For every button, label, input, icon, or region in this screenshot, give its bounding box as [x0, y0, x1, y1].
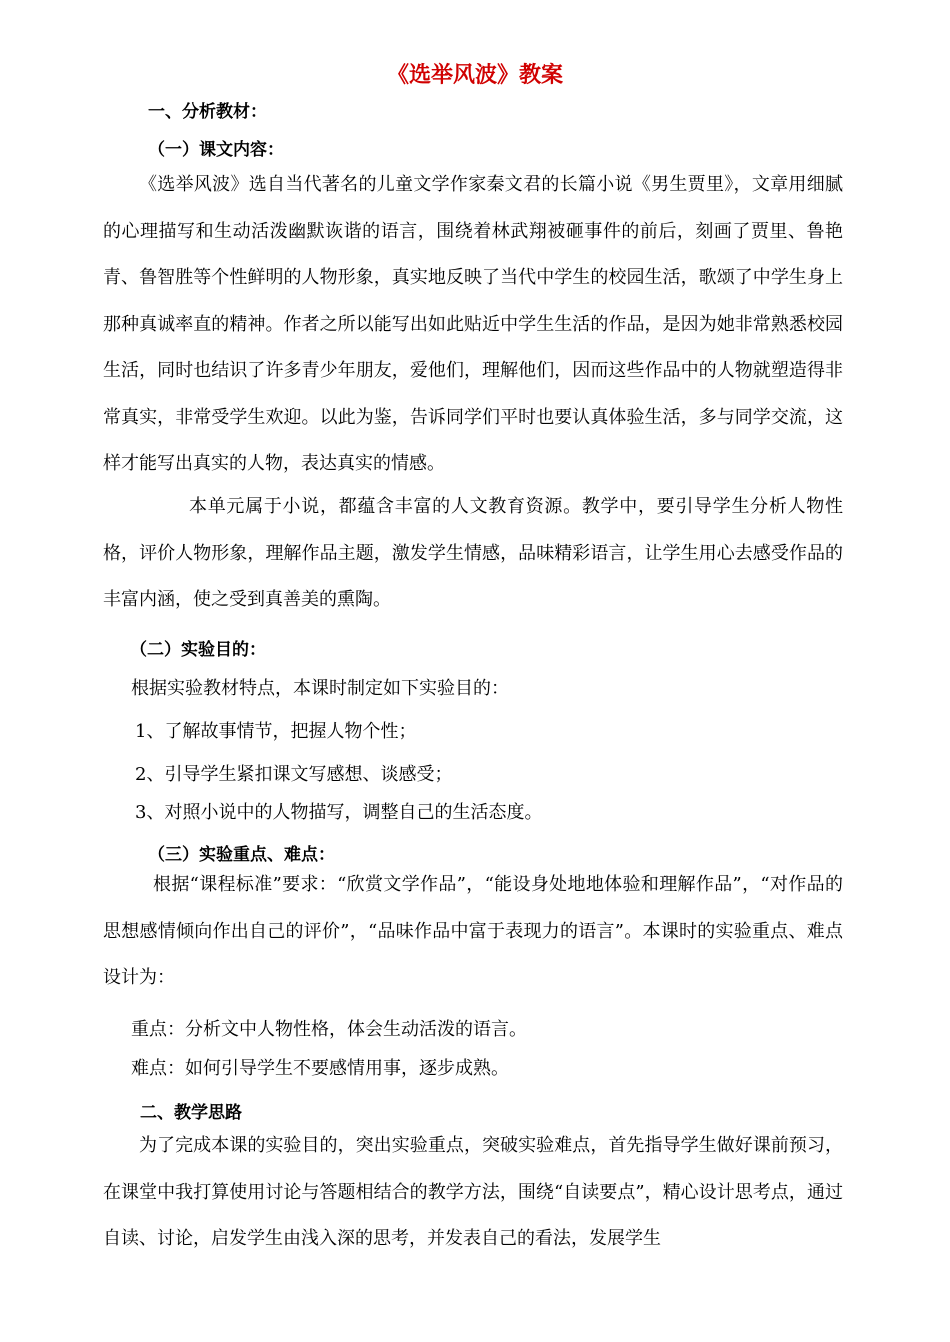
difficult-point: 难点：如何引导学生不要感情用事，逐步成熟。	[131, 1058, 509, 1079]
section-heading-teaching-approach: 二、教学思路	[140, 1103, 242, 1123]
subheading-key-points: （三）实验重点、难点：	[148, 845, 335, 865]
paragraph-teaching-approach: 为了完成本课的实验目的，突出实验重点，突破实验难点，首先指导学生做好课前预习，在课堂中我打算使用讨论与答题相结合的教学方法，围绕“自读要点”，精心设计思考点，通过自读、讨论，启发学生由浅入深的思考，并发表自己的看法，发展学生	[103, 1135, 843, 1249]
section-heading-analysis: 一、分析教材：	[148, 102, 267, 122]
key-point: 重点：分析文中人物性格，体会生动活泼的语言。	[131, 1019, 527, 1040]
document-title: 《选举风波》教案	[386, 63, 563, 88]
subheading-experiment-goals: （二）实验目的：	[130, 640, 266, 660]
goals-intro: 根据实验教材特点，本课时制定如下实验目的：	[131, 678, 509, 699]
goal-item: 2、引导学生紧扣课文写感想、谈感受；	[135, 764, 453, 785]
goal-item: 3、对照小说中的人物描写，调整自己的生活态度。	[135, 802, 543, 823]
subheading-text-content: （一）课文内容：	[148, 140, 284, 160]
paragraph-text-content: 《选举风波》选自当代著名的儿童文学作家秦文君的长篇小说《男生贾里》，文章用细腻的心理描写和生动活泼幽默诙谐的语言，围绕着林武翔被砸事件的前后，刻画了贾里、鲁艳青、鲁智胜等个性鲜明的人物形象，真实地反映了当代中学生的校园生活，歌颂了中学生身上那种真诚率直的精神。作者之所以能写出如此贴近中学生生活的作品，是因为她非常熟悉校园生活，同时也结识了许多青少年朋友，爱他们，理解他们，因而这些作品中的人物就塑造得非常真实，非常受学生欢迎。以此为鉴，告诉同学们平时也要认真体验生活，多与同学交流，这样才能写出真实的人物，表达真实的情感。	[103, 174, 843, 474]
goal-item: 1、了解故事情节，把握人物个性；	[135, 721, 417, 742]
paragraph-unit-description: 本单元属于小说，都蕴含丰富的人文教育资源。教学中，要引导学生分析人物性格，评价人物形象，理解作品主题，激发学生情感，品味精彩语言，让学生用心去感受作品的丰富内涵，使之受到真善美的熏陶。	[103, 496, 843, 610]
paragraph-curriculum-standard: 根据“课程标准”要求：“欣赏文学作品”，“能设身处地地体验和理解作品”，“对作品的思想感情倾向作出自己的评价”，“品味作品中富于表现力的语言”。本课时的实验重点、难点设计为：	[103, 874, 843, 988]
